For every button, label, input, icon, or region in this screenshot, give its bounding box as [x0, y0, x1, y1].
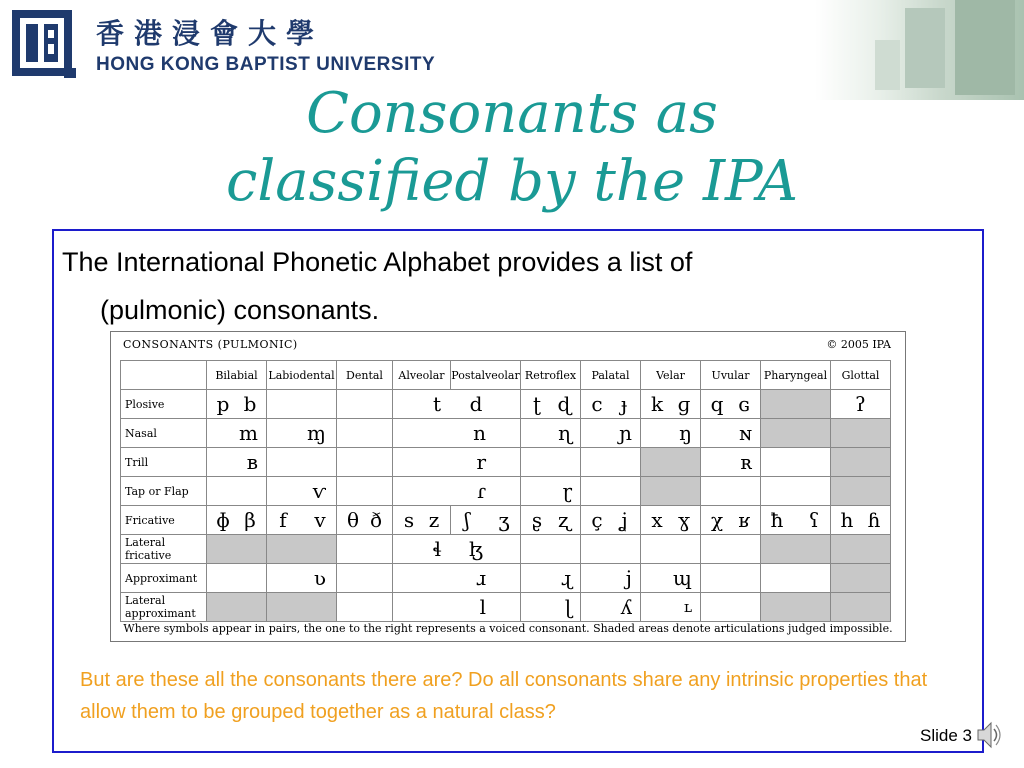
- cell: [337, 477, 393, 506]
- slide-title: [0, 80, 1024, 216]
- row-label: Fricative: [121, 506, 207, 535]
- cell: [641, 535, 701, 564]
- symbol: ɡ: [677, 392, 691, 416]
- symbol: ɢ: [738, 392, 750, 416]
- symbol: ɰ: [673, 566, 692, 590]
- cell-retroflex-nasal: [521, 419, 581, 448]
- cell-impossible: [761, 390, 831, 419]
- cell-impossible: [831, 419, 891, 448]
- cell-alveolar-plosive: [393, 390, 521, 419]
- symbol: ⱱ: [312, 479, 326, 503]
- cell-alveolar-lateral-fricative: [393, 535, 521, 564]
- symbol: d: [469, 392, 483, 416]
- cell: [701, 593, 761, 622]
- row-label: Plosive: [121, 390, 207, 419]
- intro-line-1: The International Phonetic Alphabet provides a list of: [62, 247, 693, 277]
- cell-impossible: [831, 477, 891, 506]
- symbol: ɭ: [564, 595, 572, 619]
- table-header-row: [121, 361, 891, 390]
- cell-uvular-fricative: [701, 506, 761, 535]
- cell: [267, 448, 337, 477]
- cell: [581, 477, 641, 506]
- header-empty: [121, 361, 207, 390]
- symbol: m: [239, 421, 258, 445]
- symbol: ɟ: [620, 392, 628, 416]
- symbol: ɸ: [216, 508, 230, 532]
- symbol: ɬ: [432, 537, 442, 561]
- symbol: k: [650, 392, 664, 416]
- col-bilabial: Bilabial: [207, 361, 267, 390]
- symbol: ʔ: [855, 392, 866, 416]
- row-lateral-fricative: [121, 535, 891, 564]
- symbol: ʃ: [464, 508, 470, 532]
- cell: [207, 477, 267, 506]
- symbol: ʐ: [558, 508, 570, 532]
- symbol: ʁ: [738, 508, 750, 532]
- cell-velar-approximant: [641, 564, 701, 593]
- cell-impossible: [207, 535, 267, 564]
- symbol: ʟ: [683, 598, 692, 616]
- cell-retroflex-plosive: [521, 390, 581, 419]
- cell-impossible: [207, 593, 267, 622]
- symbol: j: [625, 566, 632, 590]
- cell-labiodental-nasal: [267, 419, 337, 448]
- cell: [337, 564, 393, 593]
- symbol: θ: [346, 508, 360, 532]
- cell: [337, 535, 393, 564]
- symbol: ɾ: [476, 479, 486, 503]
- cell: [207, 564, 267, 593]
- cell: [521, 535, 581, 564]
- chart-title: CONSONANTS (PULMONIC): [123, 338, 298, 351]
- intro-text: [62, 238, 922, 334]
- cell-labiodental-fricative: [267, 506, 337, 535]
- cell-impossible: [267, 535, 337, 564]
- symbol: r: [476, 450, 486, 474]
- cell-palatal-plosive: [581, 390, 641, 419]
- row-label: Approximant: [121, 564, 207, 593]
- col-retroflex: Retroflex: [521, 361, 581, 390]
- cell-velar-plosive: [641, 390, 701, 419]
- cell-uvular-nasal: [701, 419, 761, 448]
- cell-pharyngeal-fricative: [761, 506, 831, 535]
- symbol: β: [244, 508, 256, 532]
- row-approximant: [121, 564, 891, 593]
- ipa-table: [120, 360, 891, 622]
- cell: [337, 593, 393, 622]
- cell: [761, 448, 831, 477]
- cell: [581, 535, 641, 564]
- cell-impossible: [831, 535, 891, 564]
- symbol: c: [591, 392, 603, 416]
- symbol: ʎ: [620, 595, 632, 619]
- symbol: ʀ: [740, 450, 752, 474]
- row-tap-flap: [121, 477, 891, 506]
- cell-uvular-trill: [701, 448, 761, 477]
- row-label: Lateral approximant: [121, 593, 207, 622]
- symbol: ʒ: [498, 508, 510, 532]
- symbol: ɹ: [475, 566, 486, 590]
- symbol: ç: [591, 508, 603, 532]
- symbol: x: [651, 508, 663, 532]
- symbol: q: [710, 392, 724, 416]
- symbol: ʋ: [313, 566, 326, 590]
- title-line-1: Consonants as: [306, 81, 718, 146]
- speaker-icon[interactable]: [976, 718, 1002, 752]
- symbol: z: [428, 508, 440, 532]
- cell-alveolar-nasal: [393, 419, 521, 448]
- cell: [267, 390, 337, 419]
- cell: [337, 448, 393, 477]
- cell-impossible: [761, 535, 831, 564]
- row-lateral-approximant: [121, 593, 891, 622]
- symbol: f: [279, 508, 287, 532]
- cell-alveolar-trill: [393, 448, 521, 477]
- cell: [761, 477, 831, 506]
- cell: [337, 419, 393, 448]
- row-fricative: [121, 506, 891, 535]
- cell-velar-lateral-approximant: [641, 593, 701, 622]
- cell-glottal-fricative: [831, 506, 891, 535]
- symbol: ʝ: [620, 508, 628, 532]
- symbol: l: [479, 595, 486, 619]
- symbol: ɻ: [560, 566, 572, 590]
- cell-retroflex-fricative: [521, 506, 581, 535]
- cell: [701, 477, 761, 506]
- cell-dental-fricative: [337, 506, 393, 535]
- col-labiodental: Labiodental: [267, 361, 337, 390]
- cell-bilabial-fricative: [207, 506, 267, 535]
- symbol: ɦ: [867, 508, 881, 532]
- symbol: ŋ: [679, 421, 692, 445]
- symbol: b: [243, 392, 257, 416]
- row-label: Tap or Flap: [121, 477, 207, 506]
- col-postalveolar: Postalveolar: [451, 361, 521, 390]
- symbol: ɣ: [678, 508, 690, 532]
- cell-bilabial-trill: [207, 448, 267, 477]
- symbol: ɱ: [307, 421, 326, 445]
- col-dental: Dental: [337, 361, 393, 390]
- question-text: But are these all the consonants there are? Do all consonants share any intrinsic properties that allow them to be grouped together as a natural class?: [80, 669, 928, 723]
- symbol: ɖ: [557, 392, 571, 416]
- university-english-name: HONG KONG BAPTIST UNIVERSITY: [96, 54, 436, 75]
- cell-palatal-nasal: [581, 419, 641, 448]
- cell-glottal-plosive: [831, 390, 891, 419]
- cell-impossible: [761, 419, 831, 448]
- cell-alveolar-fricative: [393, 506, 451, 535]
- intro-line-2: (pulmonic) consonants.: [100, 295, 380, 325]
- chart-footnote: Where symbols appear in pairs, the one to the right represents a voiced consonant. Shaded areas denote articulations judged impossible.: [123, 622, 893, 635]
- row-label: Nasal: [121, 419, 207, 448]
- row-label: Lateral fricative: [121, 535, 207, 564]
- slide-number: Slide 3: [920, 726, 972, 745]
- symbol: ʕ: [808, 508, 820, 532]
- cell-labiodental-tap: [267, 477, 337, 506]
- col-palatal: Palatal: [581, 361, 641, 390]
- cell-labiodental-approximant: [267, 564, 337, 593]
- cell-impossible: [641, 477, 701, 506]
- cell: [701, 535, 761, 564]
- col-uvular: Uvular: [701, 361, 761, 390]
- col-alveolar: Alveolar: [393, 361, 451, 390]
- cell-alveolar-approximant: [393, 564, 521, 593]
- cell: [521, 448, 581, 477]
- cell-retroflex-tap: [521, 477, 581, 506]
- ipa-consonant-chart: [110, 331, 906, 642]
- symbol: ʙ: [246, 450, 258, 474]
- cell-impossible: [831, 564, 891, 593]
- cell: [581, 448, 641, 477]
- symbol: t: [432, 392, 442, 416]
- title-line-2: classified by the IPA: [225, 149, 799, 214]
- cell-impossible: [831, 593, 891, 622]
- symbol: s: [403, 508, 415, 532]
- symbol: ɽ: [562, 479, 572, 503]
- cell-palatal-fricative: [581, 506, 641, 535]
- cell-retroflex-lateral-approximant: [521, 593, 581, 622]
- cell-velar-fricative: [641, 506, 701, 535]
- symbol: ɲ: [619, 421, 632, 445]
- symbol: ɳ: [558, 421, 572, 445]
- symbol: ɮ: [468, 537, 484, 561]
- cell-palatal-approximant: [581, 564, 641, 593]
- row-label: Trill: [121, 448, 207, 477]
- cell: [701, 564, 761, 593]
- symbol: ħ: [770, 508, 784, 532]
- symbol: ʈ: [532, 392, 542, 416]
- cell-impossible: [641, 448, 701, 477]
- symbol: v: [314, 508, 326, 532]
- cell-alveolar-lateral-approximant: [393, 593, 521, 622]
- cell-velar-nasal: [641, 419, 701, 448]
- university-chinese-name: 香港浸會大學: [96, 17, 325, 50]
- symbol: ɴ: [739, 421, 752, 445]
- cell-alveolar-tap: [393, 477, 521, 506]
- cell-impossible: [761, 593, 831, 622]
- cell-palatal-lateral-approximant: [581, 593, 641, 622]
- col-pharyngeal: Pharyngeal: [761, 361, 831, 390]
- cell-postalveolar-fricative: [451, 506, 521, 535]
- row-trill: [121, 448, 891, 477]
- cell: [761, 564, 831, 593]
- chart-copyright: © 2005 IPA: [826, 338, 891, 351]
- cell-bilabial-plosive: [207, 390, 267, 419]
- col-velar: Velar: [641, 361, 701, 390]
- symbol: ʂ: [531, 508, 543, 532]
- row-plosive: [121, 390, 891, 419]
- symbol: h: [840, 508, 854, 532]
- cell: [337, 390, 393, 419]
- cell-impossible: [831, 448, 891, 477]
- university-logo-icon: [10, 6, 80, 82]
- symbol: χ: [710, 508, 724, 532]
- row-nasal: [121, 419, 891, 448]
- cell-impossible: [267, 593, 337, 622]
- col-glottal: Glottal: [831, 361, 891, 390]
- cell-bilabial-nasal: [207, 419, 267, 448]
- symbol: ð: [369, 508, 383, 532]
- symbol: p: [216, 392, 230, 416]
- cell-uvular-plosive: [701, 390, 761, 419]
- symbol: n: [473, 421, 486, 445]
- cell-retroflex-approximant: [521, 564, 581, 593]
